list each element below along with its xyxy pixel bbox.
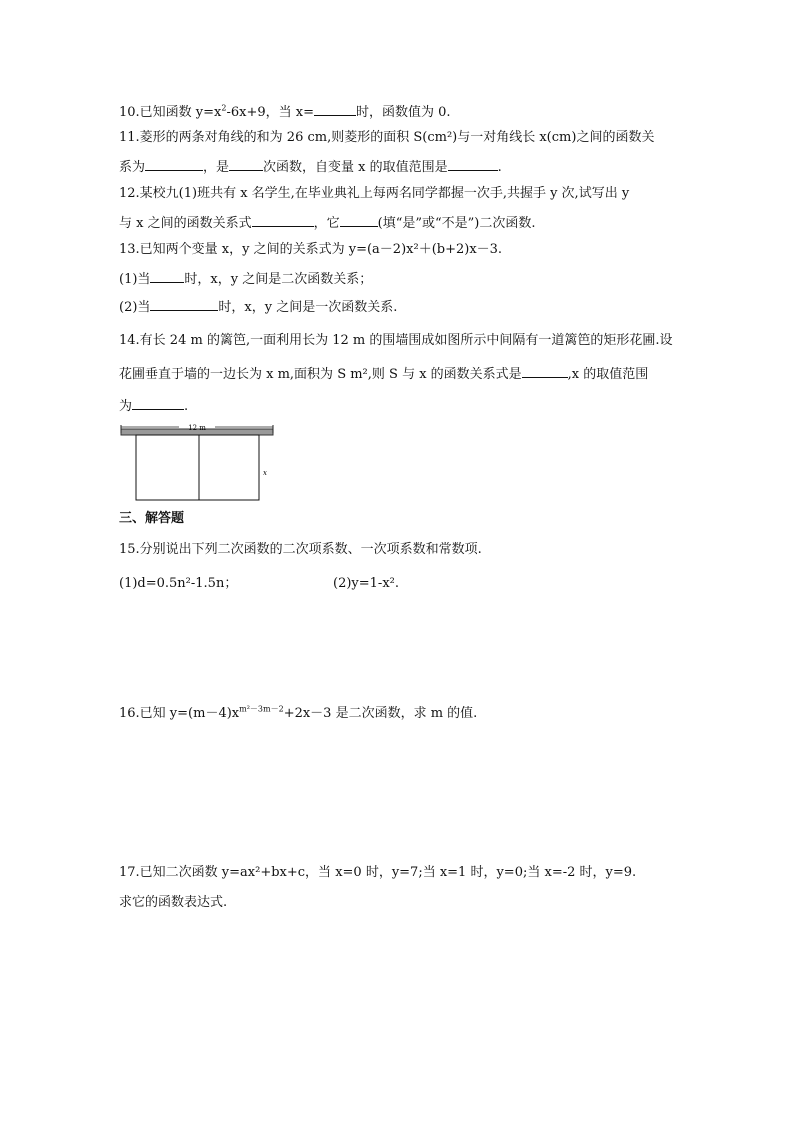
garden-diagram: [119, 421, 279, 503]
q13-blank-2[interactable]: [150, 298, 218, 311]
question-13-part-2: [119, 298, 397, 316]
q12-text-c: (填“是”或“不是”)二次函数.: [377, 216, 536, 231]
question-15-part-1: (1)d=0.5n²-1.5n；: [119, 576, 238, 591]
q10-text-c: 时，函数值为 0.: [356, 105, 451, 120]
question-13-part-1: [119, 270, 372, 288]
q13-part2-text-a: (2)当: [119, 300, 151, 315]
q14-text-b: ,x 的取值范围: [567, 367, 649, 382]
question-16: [119, 706, 477, 722]
question-11-line-2: [119, 158, 502, 176]
q12-text-a: 与 x 之间的函数关系式: [119, 216, 252, 231]
q14-text-c: 为: [119, 399, 133, 414]
q16-exponent: m²－3m－2: [239, 704, 284, 714]
question-14-line-1: 14.有长 24 m 的篱笆,一面利用长为 12 m 的围墙围成如图所示中间隔有一道篱笆的矩形花圃.设: [119, 333, 673, 348]
question-14-line-3: [119, 397, 188, 415]
question-15-part-2: (2)y=1-x².: [333, 576, 399, 591]
q11-blank-2[interactable]: [229, 158, 263, 171]
section-3-title: 三、解答题: [119, 511, 185, 526]
question-10: 10.已知函数 $y=x^2-6x+9$，当 x= 时，函数值为 0.: [119, 103, 451, 120]
q13-blank-1[interactable]: [150, 270, 184, 283]
q13-part1-text-a: (1)当: [119, 272, 151, 287]
question-17-line-1: 17.已知二次函数 y=ax²+bx+c，当 x=0 时，y=7;当 x=1 时，y=0;当 x=-2 时，y=9.: [119, 865, 637, 880]
q14-text-a: 花圃垂直于墙的一边长为 x m,面积为 S m²,则 S 与 x 的函数关系式是: [119, 367, 522, 382]
side-length-label: x: [263, 469, 267, 477]
q11-blank-3[interactable]: [448, 158, 498, 171]
q11-text-c: 次函数，自变量 x 的取值范围是: [263, 160, 448, 175]
q11-blank-1[interactable]: [145, 158, 203, 171]
q13-part2-text-b: 时，x，y 之间是一次函数关系.: [218, 300, 398, 315]
q16-text-a: 16.已知 y=(m－4)x: [119, 706, 240, 721]
q10-text-b: -6x+9，当 x=: [226, 105, 314, 120]
question-15-line-1: 15.分别说出下列二次函数的二次项系数、一次项系数和常数项.: [119, 542, 482, 557]
q11-text-a: 系为: [119, 160, 146, 175]
q12-blank-1[interactable]: [252, 214, 314, 227]
q12-text-b: ，它: [313, 216, 340, 231]
q11-text-d: .: [497, 160, 502, 175]
q12-blank-2[interactable]: [340, 214, 378, 227]
q13-part1-text-b: 时，x，y 之间是二次函数关系；: [184, 272, 373, 287]
wall-length-label: 12 m: [188, 424, 206, 432]
q10-blank[interactable]: [314, 103, 356, 116]
q14-blank-2[interactable]: [132, 397, 184, 410]
q14-blank-1[interactable]: [522, 365, 568, 378]
question-12-line-1: 12.某校九(1)班共有 x 名学生,在毕业典礼上每两名同学都握一次手,共握手 y 次,试写出 y: [119, 186, 630, 201]
question-14-line-2: [119, 365, 648, 383]
question-12-line-2: [119, 214, 536, 232]
q10-text-a: 10.已知函数 y=x: [119, 105, 222, 120]
q11-text-b: ，是: [203, 160, 230, 175]
question-11-line-1: 11.菱形的两条对角线的和为 26 cm,则菱形的面积 S(cm²)与一对角线长 x(cm)之间的函数关: [119, 130, 655, 145]
garden-outline: [136, 435, 259, 500]
question-13-line-1: 13.已知两个变量 x，y 之间的关系式为 y=(a－2)x²＋(b+2)x－3.: [119, 242, 503, 257]
q16-text-b: +2x－3 是二次函数，求 m 的值.: [283, 706, 478, 721]
garden-figure: [119, 421, 279, 503]
q14-text-d: .: [184, 399, 189, 414]
question-17-line-2: 求它的函数表达式.: [119, 895, 228, 910]
